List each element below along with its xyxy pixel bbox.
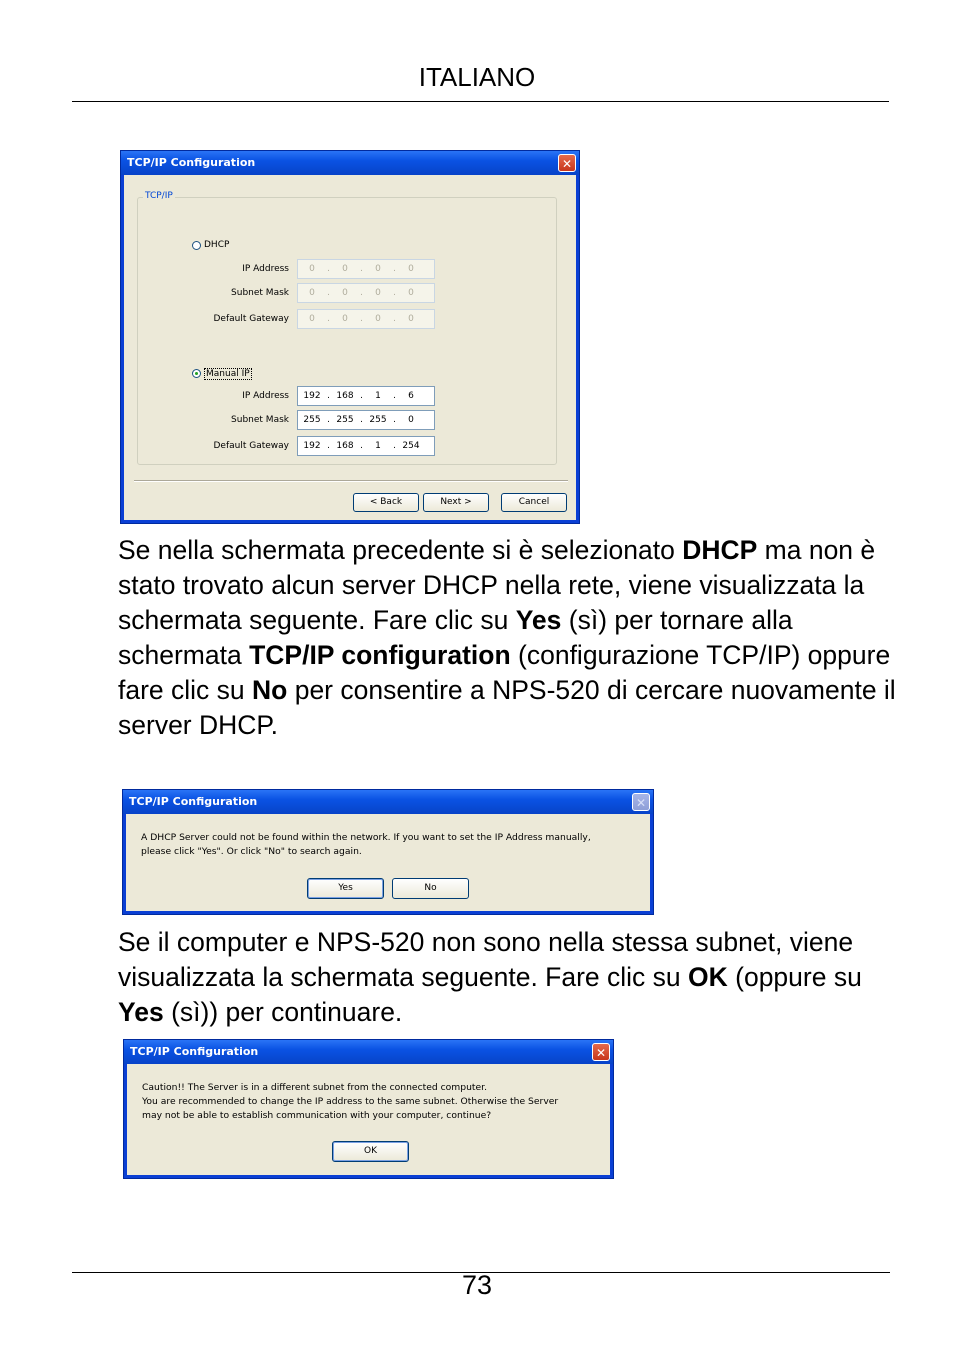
ip-octet: 0 bbox=[375, 314, 381, 324]
dialog-client bbox=[126, 814, 650, 911]
ip-octet: 0 bbox=[342, 288, 348, 298]
ip-octet: 6 bbox=[408, 391, 414, 401]
manual-gateway-field[interactable]: 192 . 168 . 1 . 254 bbox=[297, 436, 435, 456]
manual-gateway-label: Default Gateway bbox=[213, 441, 289, 451]
manual-ip-radio[interactable] bbox=[192, 369, 201, 378]
ip-octet: 0 bbox=[309, 288, 315, 298]
manual-subnet-label: Subnet Mask bbox=[231, 415, 289, 425]
close-icon[interactable]: ✕ bbox=[592, 1043, 610, 1061]
ip-octet: 0 bbox=[408, 264, 414, 274]
dialog-message: Caution!! The Server is in a different subnet from the connected computer. You are recommended to change the IP address to the same subnet. Otherwise the Server may not be able to establish communication with your computer, continue? bbox=[142, 1082, 559, 1121]
dhcp-ip-label: IP Address bbox=[242, 264, 289, 274]
ip-octet: 255 bbox=[369, 415, 387, 425]
ip-octet: 0 bbox=[408, 288, 414, 298]
manual-subnet-field[interactable]: 255 . 255 . 255 . 0 bbox=[297, 410, 435, 430]
dhcp-subnet-field[interactable]: 0 . 0 . 0 . 0 bbox=[297, 283, 435, 303]
ip-octet: 255 bbox=[303, 415, 321, 425]
ip-octet: 168 bbox=[336, 391, 354, 401]
tcpip-config-dialog bbox=[120, 150, 580, 524]
button-separator bbox=[134, 480, 568, 482]
ip-octet: 254 bbox=[402, 441, 420, 451]
manual-ip-field[interactable]: 192 . 168 . 1 . 6 bbox=[297, 386, 435, 406]
instruction-paragraph-subnet: Se il computer e NPS-520 non sono nella stessa subnet, viene visualizzata la schermata seguente. Fare clic su OK (oppure su Yes (sì)) per continuare. bbox=[118, 927, 862, 1027]
dialog-client bbox=[124, 175, 576, 520]
dhcp-subnet-label: Subnet Mask bbox=[231, 288, 289, 298]
cancel-button[interactable]: Cancel bbox=[501, 493, 567, 512]
ip-octet: 0 bbox=[342, 314, 348, 324]
ip-octet: 1 bbox=[375, 391, 381, 401]
tcpip-group-label: TCP/IP bbox=[145, 191, 173, 201]
dialog-message: A DHCP Server could not be found within the network. If you want to set the IP Address manually, please click "Yes". Or click "No" to search again. bbox=[141, 832, 591, 857]
yes-button[interactable]: Yes bbox=[307, 878, 384, 899]
no-button[interactable]: No bbox=[392, 878, 469, 899]
dhcp-ip-field[interactable]: 0 . 0 . 0 . 0 bbox=[297, 259, 435, 279]
close-icon[interactable]: ✕ bbox=[558, 154, 576, 172]
ip-octet: 0 bbox=[309, 264, 315, 274]
ip-octet: 255 bbox=[336, 415, 354, 425]
instruction-paragraph-dhcp: Se nella schermata precedente si è selezionato DHCP ma non è stato trovato alcun server DHCP nella rete, viene visualizzata la schermata seguente. Fare clic su Yes (sì) per tornare alla schermata TCP/IP configuration (configurazione TCP/IP) oppure fare clic su No per consentire a NPS-520 di cercare nuovamente il server DHCP. bbox=[118, 535, 896, 740]
page-header-language: ITALIANO bbox=[418, 62, 536, 92]
ip-octet: 1 bbox=[375, 441, 381, 451]
manual-ip-option-label: Manual IP bbox=[206, 369, 250, 379]
header-rule bbox=[72, 101, 889, 102]
ip-octet: 192 bbox=[303, 391, 321, 401]
dialog-titlebar bbox=[123, 790, 653, 814]
next-button[interactable]: Next > bbox=[423, 493, 489, 512]
ip-octet: 0 bbox=[408, 314, 414, 324]
dialog-title: TCP/IP Configuration bbox=[129, 795, 258, 808]
dhcp-gateway-label: Default Gateway bbox=[213, 314, 289, 324]
ok-button[interactable]: OK bbox=[332, 1141, 409, 1162]
close-icon[interactable]: ✕ bbox=[632, 793, 650, 811]
ip-octet: 0 bbox=[375, 264, 381, 274]
dhcp-not-found-dialog bbox=[122, 789, 654, 915]
manual-ip-label: IP Address bbox=[242, 391, 289, 401]
dialog-titlebar bbox=[121, 151, 579, 175]
dialog-client bbox=[127, 1064, 610, 1175]
ip-octet: 0 bbox=[408, 415, 414, 425]
dialog-title: TCP/IP Configuration bbox=[127, 156, 256, 169]
dhcp-radio[interactable] bbox=[192, 241, 201, 250]
back-button[interactable]: < Back bbox=[353, 493, 419, 512]
ip-octet: 0 bbox=[309, 314, 315, 324]
subnet-caution-dialog bbox=[123, 1039, 614, 1179]
dhcp-gateway-field[interactable]: 0 . 0 . 0 . 0 bbox=[297, 309, 435, 329]
ip-octet: 168 bbox=[336, 441, 354, 451]
ip-octet: 0 bbox=[375, 288, 381, 298]
dhcp-option-label: DHCP bbox=[204, 240, 230, 250]
page-number: 73 bbox=[461, 1270, 493, 1300]
ip-octet: 0 bbox=[342, 264, 348, 274]
dialog-titlebar bbox=[124, 1040, 613, 1064]
dialog-title: TCP/IP Configuration bbox=[130, 1045, 259, 1058]
ip-octet: 192 bbox=[303, 441, 321, 451]
